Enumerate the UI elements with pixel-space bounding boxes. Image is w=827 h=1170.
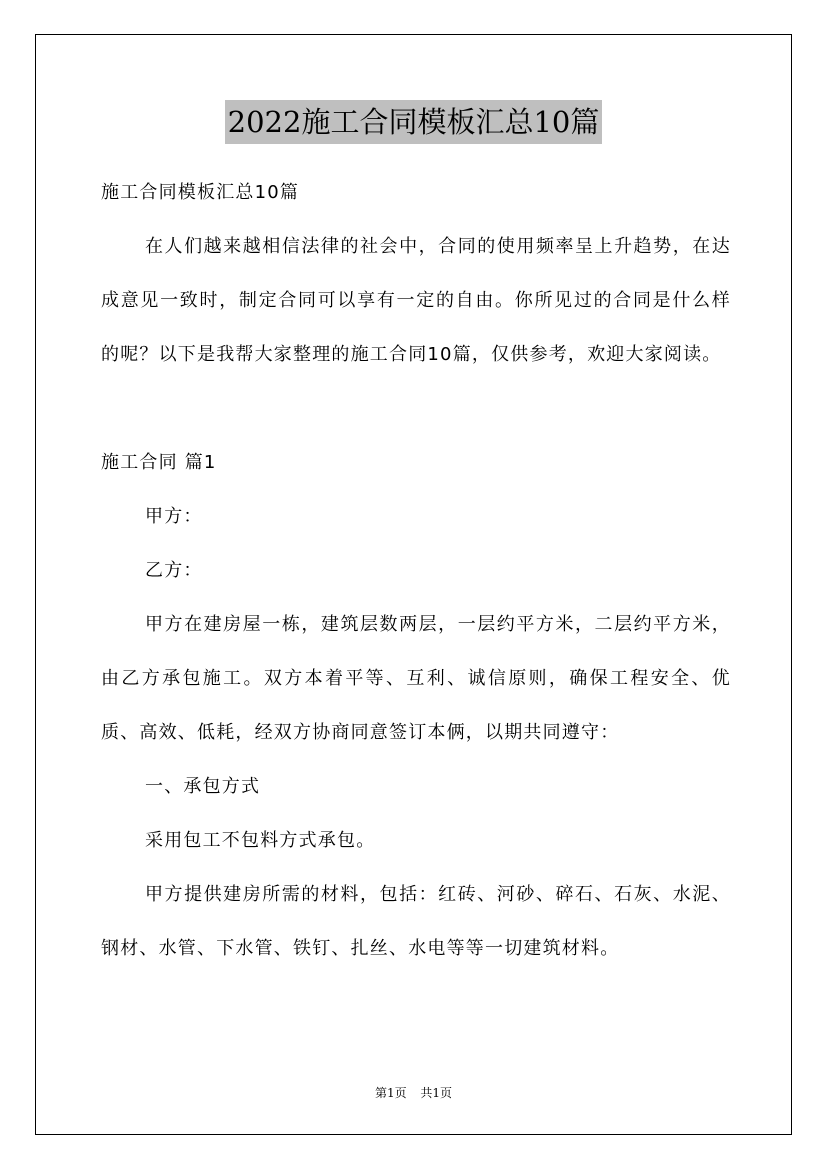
materials-paragraph: 甲方提供建房所需的材料，包括：红砖、河砂、碎石、石灰、水泥、钢材、水管、下水管、铁钉、扎丝、水电等等一切建筑材料。 xyxy=(101,884,731,959)
party-a-label: 甲方： xyxy=(145,506,203,527)
section-heading: 施工合同 篇1 xyxy=(101,452,217,473)
blank-line xyxy=(101,382,731,436)
page-number: 第1页 xyxy=(374,1086,407,1100)
intro-paragraph: 在人们越来越相信法律的社会中，合同的使用频率呈上升趋势，在达成意见一致时，制定合同可以享有一定的自由。你所见过的合同是什么样的呢？以下是我帮大家整理的施工合同10篇，仅供参考，欢迎大家阅读。 xyxy=(101,236,731,365)
document-title: 2022施工合同模板汇总10篇 xyxy=(225,100,603,144)
clause-heading: 一、承包方式 xyxy=(145,776,261,797)
contract-paragraph: 甲方在建房屋一栋，建筑层数两层，一层约平方米，二层约平方米，由乙方承包施工。双方本着平等、互利、诚信原则，确保工程安全、优质、高效、低耗，经双方协商同意签订本俩，以期共同遵守： xyxy=(101,614,731,743)
title-container xyxy=(0,100,827,144)
total-pages: 共1页 xyxy=(420,1086,453,1100)
document-subtitle: 施工合同模板汇总10篇 xyxy=(101,182,300,203)
document-body xyxy=(101,166,731,976)
party-b-label: 乙方： xyxy=(145,560,203,581)
clause-text: 采用包工不包料方式承包。 xyxy=(145,830,376,851)
page-footer xyxy=(0,1084,827,1101)
